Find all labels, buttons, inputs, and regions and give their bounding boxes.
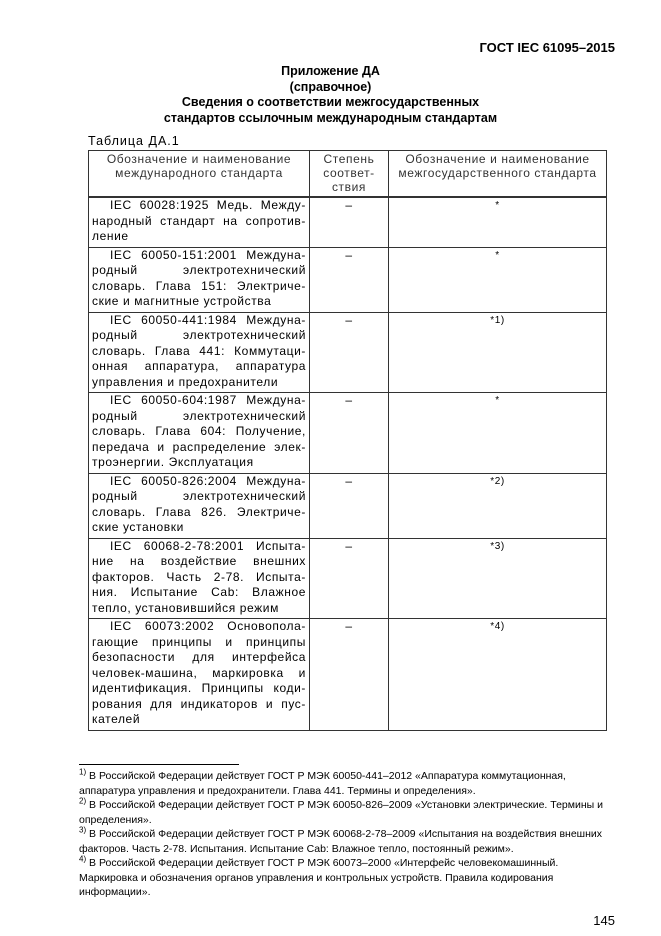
interstate-standard-cell: *1): [389, 312, 607, 393]
footnote-mark: 1): [79, 767, 87, 777]
table-row: [89, 312, 607, 393]
standard-text-line: родный электротехнический: [92, 408, 306, 423]
column-header: [310, 151, 389, 198]
interstate-standard-cell: *4): [389, 619, 607, 731]
correspondence-table: [88, 150, 607, 731]
footnote-text: В Российской Федерации действует ГОСТ Р МЭК 60050-441–2012 «Аппаратура коммутационная, аппаратура управления и предохранители. Глава 441. Термины и определения».: [79, 770, 566, 797]
standard-text-line: управления и предохранители: [92, 374, 279, 389]
standard-text-line: народный стандарт на сопротив-: [92, 213, 306, 228]
standard-text-line: IEC 60028:1925 Медь. Между-: [110, 198, 306, 212]
standard-text-line: ние на воздействие внешних: [92, 554, 306, 568]
footnote-mark: 3): [79, 825, 87, 835]
column-header-line: ствия: [331, 180, 367, 194]
footnote-text: В Российской Федерации действует ГОСТ Р МЭК 60073–2000 «Интерфейс человекомашинный. Маркировка и обозначения органов управления и контрольных устройств. Правила кодирования информации».: [79, 857, 559, 898]
standard-text-line: IEC 60050-604:1987 Междуна-: [110, 393, 306, 407]
standard-text-line: идентификация. Принципы коди-: [92, 681, 306, 695]
column-header: [389, 151, 607, 198]
standard-text-line: IEC 60050-151:2001 Междуна-: [110, 247, 306, 262]
footnote: [79, 769, 606, 798]
standard-text-line: рования для индикаторов и пус-: [92, 696, 306, 711]
page-number: 145: [593, 913, 615, 928]
degree-cell: –: [310, 619, 389, 731]
international-standard-cell: [89, 538, 310, 619]
standard-text-line: троэнергии. Эксплуатация: [92, 455, 254, 469]
footnote: [79, 827, 606, 856]
table-row: [89, 247, 607, 312]
standard-text-line: человек-машина, маркировка и: [92, 665, 306, 680]
degree-cell: –: [310, 312, 389, 393]
standard-text-line: словарь. Глава 604: Получение,: [92, 424, 306, 438]
footnote: [79, 856, 606, 900]
footnote: [79, 798, 606, 827]
standard-text-line: родный электротехнический: [92, 489, 306, 503]
standard-text-line: ские установки: [92, 520, 184, 534]
table-header-row: [89, 151, 607, 198]
standard-text-line: гающие принципы и принципы: [92, 634, 306, 649]
standard-text-line: IEC 60050-441:1984 Междуна-: [110, 312, 306, 327]
standard-text-line: родный электротехнический: [92, 328, 306, 342]
column-header-line: межгосударственного стандарта: [398, 166, 597, 180]
appendix-title-line: Сведения о соответствии межгосударственных: [181, 95, 480, 109]
international-standard-cell: [89, 619, 310, 731]
international-standard-cell: [89, 197, 310, 247]
standard-text-line: словарь. Глава 441: Коммутаци-: [92, 343, 306, 358]
standard-text-line: кателей: [92, 712, 141, 726]
document-header: ГОСТ IEC 61095–2015: [479, 40, 615, 55]
table-row: [89, 538, 607, 619]
table-row: [89, 393, 607, 474]
table-row: [89, 619, 607, 731]
footnote-mark: 2): [79, 796, 87, 806]
standard-text-line: ление: [92, 229, 129, 243]
degree-cell: –: [310, 473, 389, 538]
interstate-standard-cell: *3): [389, 538, 607, 619]
column-header-line: Обозначение и наименование: [106, 152, 292, 166]
standard-text-line: IEC 60073:2002 Основопола-: [110, 619, 306, 633]
interstate-standard-cell: *2): [389, 473, 607, 538]
standard-text-line: безопасности для интерфейса: [92, 650, 306, 664]
column-header-line: международного стандарта: [115, 166, 283, 180]
column-header-line: соответ-: [323, 166, 375, 180]
table-row: [89, 197, 607, 247]
column-header-line: Степень: [323, 152, 375, 166]
standard-text-line: онная аппаратура, аппаратура: [92, 359, 306, 373]
interstate-standard-cell: *: [389, 197, 607, 247]
standard-text-line: словарь. Глава 826. Электриче-: [92, 504, 306, 519]
appendix-title-line: (справочное): [289, 79, 372, 94]
footnote-text: В Российской Федерации действует ГОСТ Р МЭК 60068-2-78–2009 «Испытания на воздействия внешних факторов. Часть 2-78. Испытания. Испытание Cab: Влажное тепло, постоянный режим».: [79, 828, 603, 855]
standard-text-line: ские и магнитные устройства: [92, 294, 272, 308]
degree-cell: –: [310, 538, 389, 619]
standard-text-line: словарь. Глава 151: Электриче-: [92, 278, 306, 293]
column-header-line: Обозначение и наименование: [405, 152, 590, 166]
standard-text-line: факторов. Часть 2-78. Испыта-: [92, 569, 306, 584]
degree-cell: –: [310, 197, 389, 247]
interstate-standard-cell: *: [389, 393, 607, 474]
appendix-title-line: Приложение ДА: [281, 64, 380, 78]
footnotes: [79, 769, 606, 900]
standard-text-line: ния. Испытание Cab: Влажное: [92, 585, 306, 599]
degree-cell: –: [310, 393, 389, 474]
standard-text-line: передача и распределение элек-: [92, 439, 306, 454]
footnote-divider: [79, 764, 239, 765]
column-header: [89, 151, 310, 198]
degree-cell: –: [310, 247, 389, 312]
standard-text-line: родный электротехнический: [92, 263, 306, 277]
interstate-standard-cell: *: [389, 247, 607, 312]
footnote-text: В Российской Федерации действует ГОСТ Р МЭК 60050-826–2009 «Установки электрические. Термины и определения».: [79, 799, 603, 826]
standard-text-line: IEC 60068-2-78:2001 Испыта-: [110, 538, 306, 553]
standard-text-line: тепло, установившийся режим: [92, 600, 279, 615]
table-caption: Таблица ДА.1: [88, 134, 180, 148]
appendix-title: [0, 64, 661, 126]
appendix-title-line: стандартов ссылочным международным стандартам: [163, 110, 498, 125]
international-standard-cell: [89, 393, 310, 474]
international-standard-cell: [89, 473, 310, 538]
table-row: [89, 473, 607, 538]
international-standard-cell: [89, 312, 310, 393]
footnote-mark: 4): [79, 854, 87, 864]
international-standard-cell: [89, 247, 310, 312]
standard-text-line: IEC 60050-826:2004 Междуна-: [110, 473, 306, 488]
